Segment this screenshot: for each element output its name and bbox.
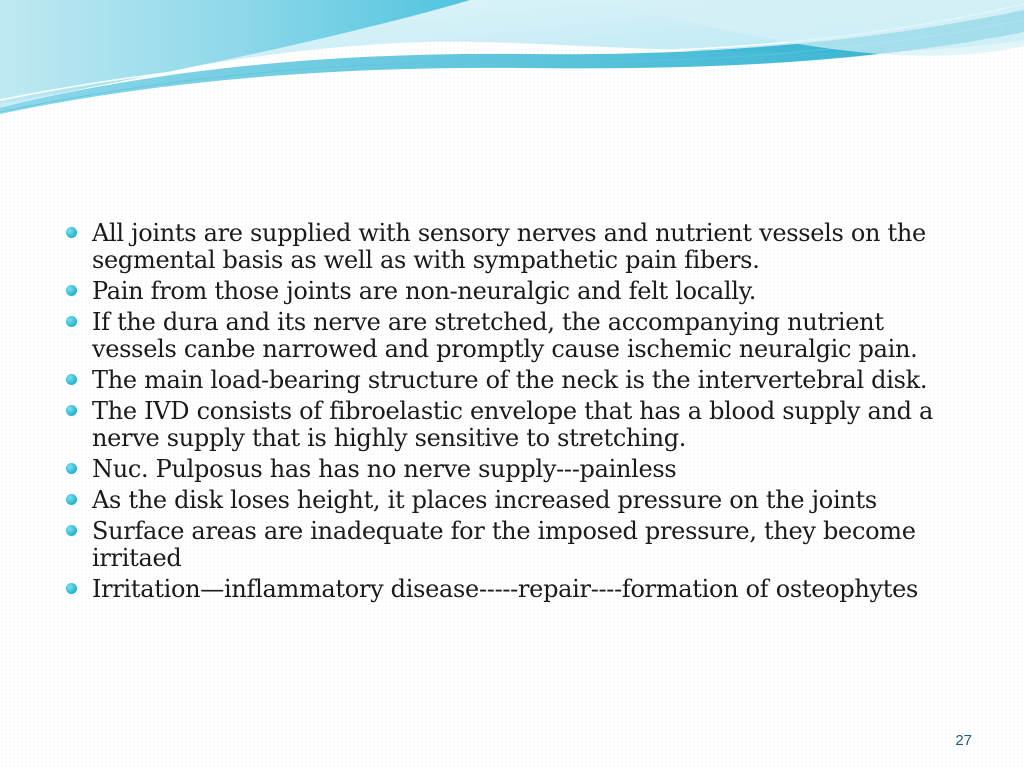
- list-item: [62, 398, 962, 452]
- list-item: [62, 309, 962, 363]
- list-item: [62, 367, 962, 394]
- bullet-icon: [66, 583, 77, 594]
- bullet-icon: [66, 227, 77, 238]
- bullet-icon: [66, 405, 77, 416]
- page-number: 27: [955, 732, 972, 749]
- bullet-icon: [66, 525, 77, 536]
- bullet-text: The main load-bearing structure of the neck is the intervertebral disk.: [92, 366, 928, 394]
- bullet-text: As the disk loses height, it places increased pressure on the joints: [92, 486, 877, 514]
- list-item: [62, 487, 962, 514]
- bullet-text: Irritation—inflammatory disease-----repair----formation of osteophytes: [92, 575, 919, 603]
- bullet-text: Nuc. Pulposus has has no nerve supply---painless: [92, 455, 677, 483]
- bullet-text: The IVD consists of fibroelastic envelope that has a blood supply and a nerve supply that is highly sensitive to stretching.: [92, 397, 934, 452]
- bullet-icon: [66, 316, 77, 327]
- list-item: [62, 456, 962, 483]
- bullet-icon: [66, 494, 77, 505]
- list-item: [62, 576, 962, 603]
- decorative-wave-banner: [0, 0, 1024, 130]
- bullet-text: All joints are supplied with sensory nerves and nutrient vessels on the segmental basis as well as with sympathetic pain fibers.: [92, 219, 926, 274]
- bullet-text: Pain from those joints are non-neuralgic and felt locally.: [92, 277, 757, 305]
- list-item: [62, 220, 962, 274]
- list-item: [62, 278, 962, 305]
- bullet-icon: [66, 374, 77, 385]
- bullet-icon: [66, 463, 77, 474]
- bullet-text: Surface areas are inadequate for the imposed pressure, they become irritaed: [92, 517, 916, 572]
- bullet-icon: [66, 285, 77, 296]
- list-item: [62, 518, 962, 572]
- bullet-list: [62, 220, 962, 607]
- bullet-text: If the dura and its nerve are stretched, the accompanying nutrient vessels canbe narrowed and promptly cause ischemic neuralgic pain.: [92, 308, 918, 363]
